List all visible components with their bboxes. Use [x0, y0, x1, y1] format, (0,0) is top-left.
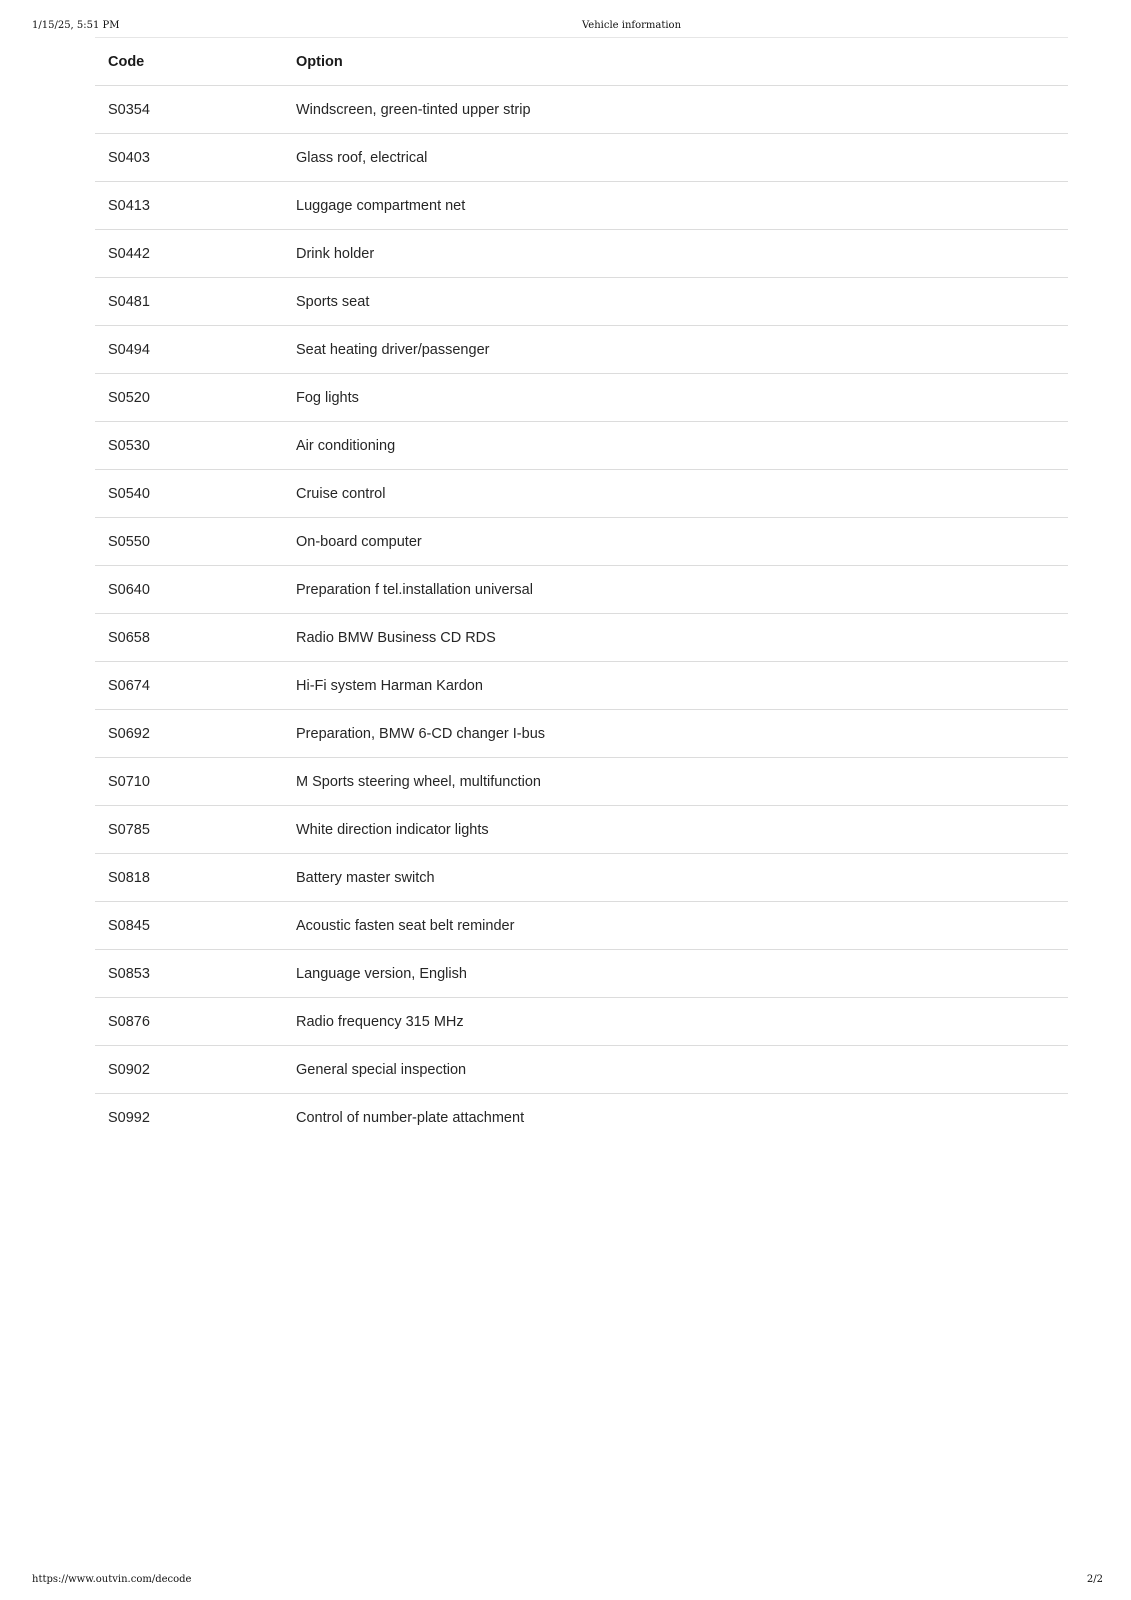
table-row: [95, 662, 1068, 710]
option-code-cell: S0992: [108, 1109, 150, 1126]
option-description-cell: Radio BMW Business CD RDS: [283, 614, 1068, 662]
table-header-row: [95, 38, 1068, 86]
table-row: [95, 470, 1068, 518]
option-code-cell: S0853: [95, 950, 283, 998]
option-description-cell: Control of number-plate attachment: [296, 1109, 525, 1126]
option-code-cell: S0845: [95, 902, 283, 950]
table-row: [95, 902, 1068, 950]
table-row: [95, 134, 1068, 182]
option-code-cell: S0403: [95, 134, 283, 182]
table-body: [95, 86, 1068, 1142]
option-code-cell: S0550: [95, 518, 283, 566]
option-code-cell: S0658: [95, 614, 283, 662]
option-description-cell: Air conditioning: [283, 422, 1068, 470]
option-code-cell: S0413: [95, 182, 283, 230]
option-description-cell: On-board computer: [283, 518, 1068, 566]
print-datetime: 1/15/25, 5:51 PM: [32, 20, 120, 31]
option-code-cell: S0354: [95, 86, 283, 134]
table-row: [95, 854, 1068, 902]
option-code-cell: S0674: [95, 662, 283, 710]
option-description-cell: Luggage compartment net: [283, 182, 1068, 230]
table-row: [95, 278, 1068, 326]
option-code-cell: S0692: [95, 710, 283, 758]
option-description-cell: Drink holder: [283, 230, 1068, 278]
table-row: [95, 806, 1068, 854]
option-description-cell: Windscreen, green-tinted upper strip: [283, 86, 1068, 134]
option-description-cell: Sports seat: [283, 278, 1068, 326]
print-header: [0, 20, 1131, 34]
column-header-option: Option: [283, 38, 1068, 86]
option-code-cell: S0494: [95, 326, 283, 374]
option-description-cell: General special inspection: [283, 1046, 1068, 1094]
table-row: [95, 758, 1068, 806]
option-code-cell: S0710: [95, 758, 283, 806]
option-code-cell: S0540: [95, 470, 283, 518]
page-url: https://www.outvin.com/decode: [32, 1574, 192, 1585]
option-description-cell: Cruise control: [283, 470, 1068, 518]
table-row: [95, 518, 1068, 566]
options-table: [95, 38, 1068, 1141]
page-title: Vehicle information: [582, 20, 682, 31]
option-description-cell: Radio frequency 315 MHz: [283, 998, 1068, 1046]
option-code-cell: S0530: [95, 422, 283, 470]
option-description-cell: Fog lights: [283, 374, 1068, 422]
option-description-cell: Acoustic fasten seat belt reminder: [283, 902, 1068, 950]
table-row: [95, 374, 1068, 422]
option-description-cell: Preparation f tel.installation universal: [283, 566, 1068, 614]
option-code-cell: S0876: [95, 998, 283, 1046]
option-description-cell: M Sports steering wheel, multifunction: [283, 758, 1068, 806]
option-code-cell: S0818: [95, 854, 283, 902]
option-description-cell: Glass roof, electrical: [283, 134, 1068, 182]
options-table-container: [95, 37, 1068, 1141]
table-row: [95, 998, 1068, 1046]
table-row: [95, 422, 1068, 470]
table-row: [95, 182, 1068, 230]
page-number: 2/2: [1086, 1574, 1103, 1585]
option-description-cell: Hi-Fi system Harman Kardon: [283, 662, 1068, 710]
option-description-cell: Battery master switch: [283, 854, 1068, 902]
option-description-cell: Seat heating driver/passenger: [283, 326, 1068, 374]
option-code-cell: S0640: [95, 566, 283, 614]
table-row: [95, 1094, 1068, 1142]
table-row: [95, 950, 1068, 998]
option-description-cell: Language version, English: [283, 950, 1068, 998]
column-header-code: Code: [95, 38, 283, 86]
option-code-cell: S0902: [95, 1046, 283, 1094]
table-row: [95, 566, 1068, 614]
option-code-cell: S0442: [95, 230, 283, 278]
table-row: [95, 614, 1068, 662]
option-description-cell: Preparation, BMW 6-CD changer I-bus: [283, 710, 1068, 758]
option-code-cell: S0785: [95, 806, 283, 854]
table-row: [95, 230, 1068, 278]
print-footer: [0, 1574, 1131, 1588]
table-row: [95, 326, 1068, 374]
option-description-cell: White direction indicator lights: [283, 806, 1068, 854]
table-row: [95, 86, 1068, 134]
option-code-cell: S0481: [95, 278, 283, 326]
table-row: [95, 710, 1068, 758]
option-code-cell: S0520: [95, 374, 283, 422]
table-row: [95, 1046, 1068, 1094]
